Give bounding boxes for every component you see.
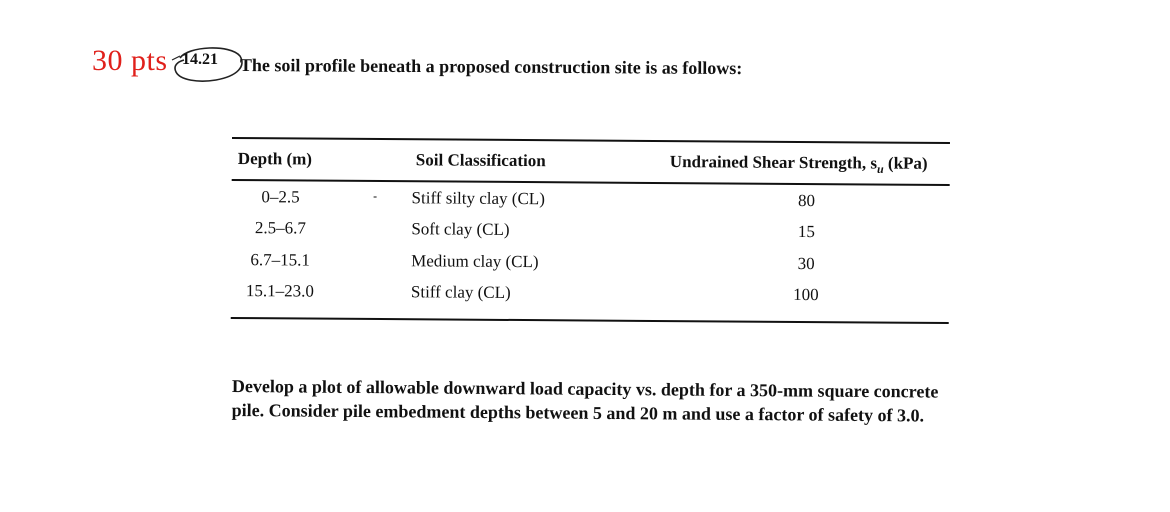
instructions-line-1: Develop a plot of allowable downward load capacity vs. depth for a 350-mm square concrete xyxy=(231,375,939,402)
table-header-rule xyxy=(232,179,950,186)
row-classification: Soft clay (CL) xyxy=(411,219,510,239)
problem-statement: The soil profile beneath a proposed construction site is as follows: xyxy=(239,55,743,79)
instructions-paragraph xyxy=(232,374,972,428)
table-bottom-rule xyxy=(231,317,949,324)
row-shear-strength: 30 xyxy=(797,253,815,274)
problem-number: 14.21 xyxy=(182,51,218,68)
scan-speck xyxy=(374,196,377,198)
header-depth: Depth (m) xyxy=(237,149,313,169)
header-shear-unit: (kPa) xyxy=(883,153,928,173)
soil-profile-table xyxy=(231,137,950,326)
row-classification: Stiff silty clay (CL) xyxy=(411,188,545,209)
instructions-line-2: pile. Consider pile embedment depths between 5 and 20 m and use a factor of safety of 3.0. xyxy=(231,399,925,426)
row-depth: 2.5–6.7 xyxy=(254,218,306,238)
header-shear-text: Undrained Shear Strength, s xyxy=(669,152,878,173)
row-depth: 6.7–15.1 xyxy=(250,250,310,270)
header-shear-subscript: u xyxy=(876,161,884,176)
row-shear-strength: 15 xyxy=(797,221,815,242)
row-depth: 15.1–23.0 xyxy=(245,281,314,301)
table-top-rule xyxy=(232,137,950,144)
row-shear-strength: 80 xyxy=(798,190,816,211)
header-shear-strength xyxy=(670,152,928,177)
row-classification: Stiff clay (CL) xyxy=(410,282,511,302)
points-label: 30 pts xyxy=(92,44,168,77)
row-depth: 0–2.5 xyxy=(261,187,300,207)
header-classification: Soil Classification xyxy=(415,150,546,171)
row-classification: Medium clay (CL) xyxy=(411,251,539,272)
row-shear-strength: 100 xyxy=(793,284,819,305)
